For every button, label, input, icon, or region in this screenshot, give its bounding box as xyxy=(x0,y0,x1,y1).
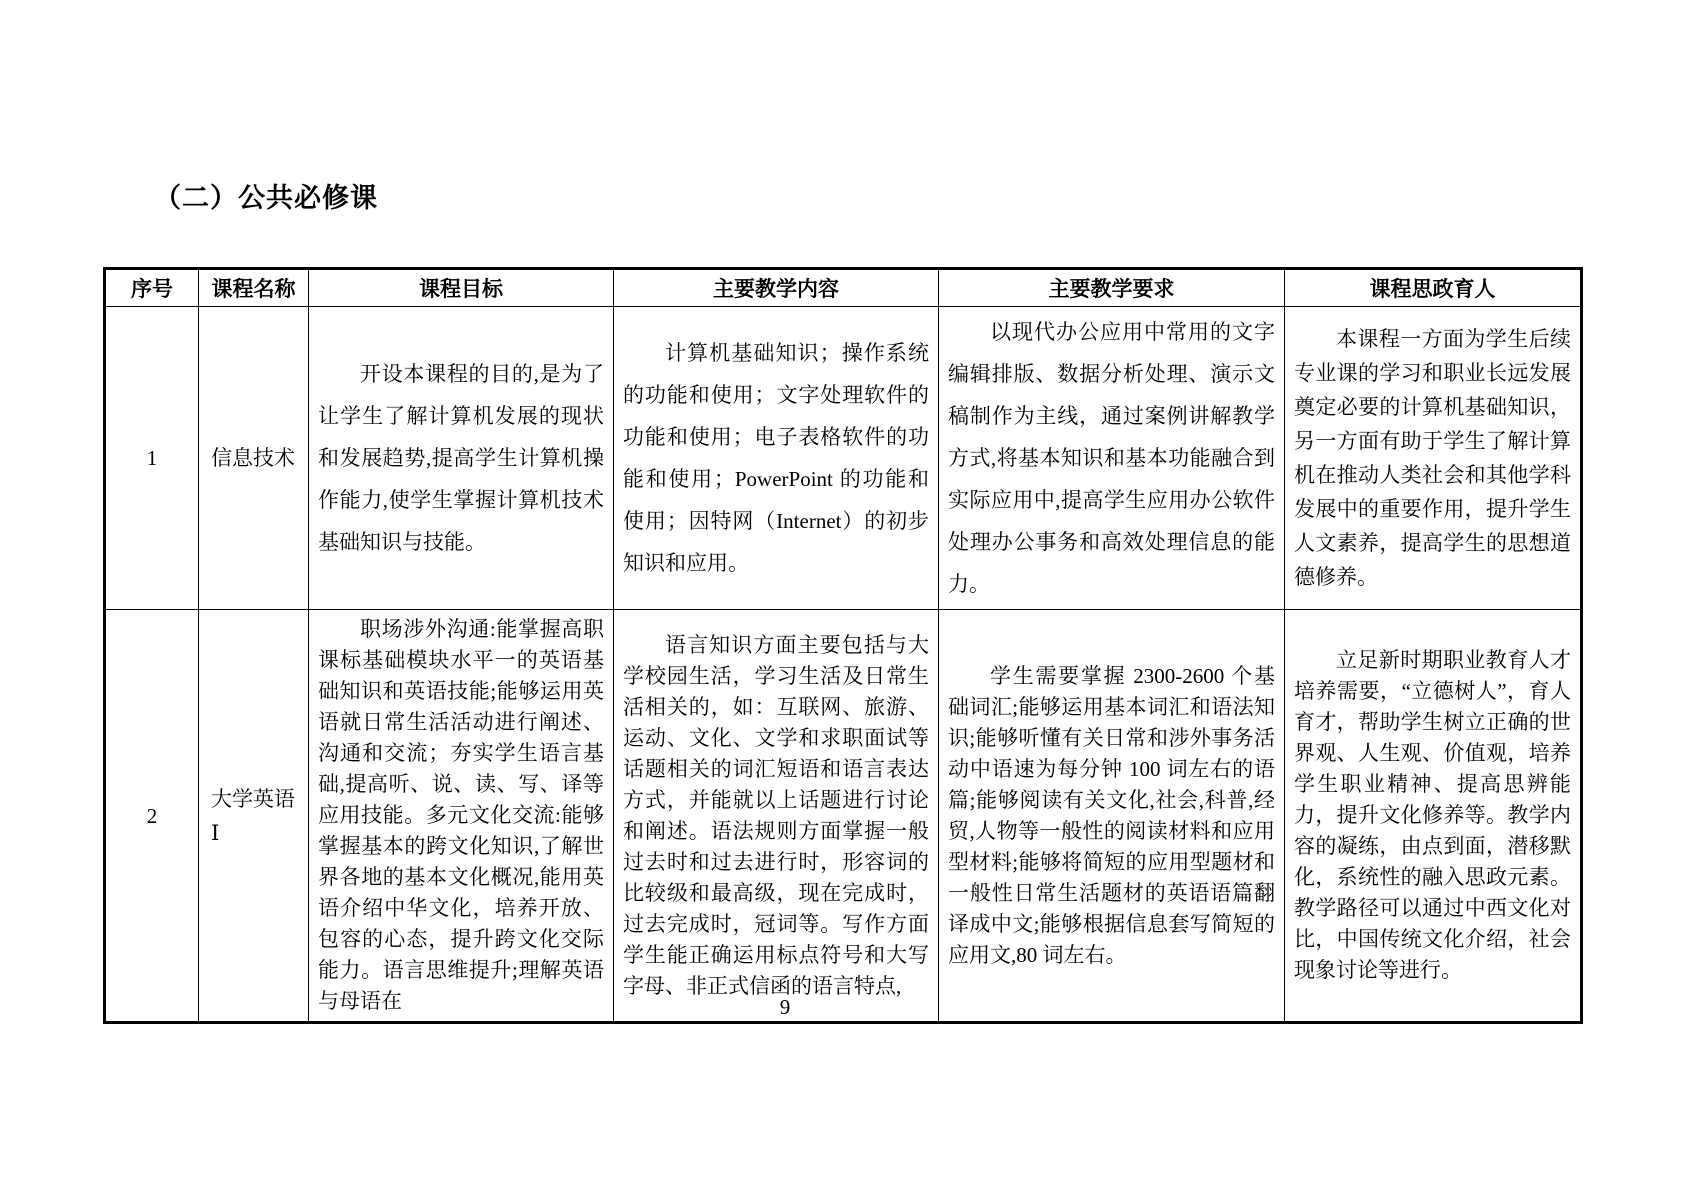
column-header-no: 序号 xyxy=(105,269,199,307)
cell-row2-teaching-content: 语言知识方面主要包括与大学校园生活，学习生活及日常生活相关的，如：互联网、旅游、运动、文化、文学和求职面试等话题相关的词汇短语和语言表达方式，并能就以上话题进行讨论和阐述。语法规则方面掌握一般过去时和过去进行时，形容词的比较级和最高级，现在完成时，过去完成时，冠词等。写作方面学生能正确运用标点符号和大写字母、非正式信函的语言特点, xyxy=(614,610,939,1023)
courses-table xyxy=(103,267,1583,1024)
column-header-ideology: 课程思政育人 xyxy=(1285,269,1582,307)
cell-row1-teaching-requirement: 以现代办公应用中常用的文字编辑排版、数据分析处理、演示文稿制作为主线，通过案例讲解教学方式,将基本知识和基本功能融合到实际应用中,提高学生应用办公软件处理办公事务和高效处理信息的能力。 xyxy=(939,307,1285,610)
column-header-teaching-requirement: 主要教学要求 xyxy=(939,269,1285,307)
column-header-teaching-content: 主要教学内容 xyxy=(614,269,939,307)
column-header-objective: 课程目标 xyxy=(309,269,614,307)
cell-row2-ideology: 立足新时期职业教育人才培养需要，“立德树人”，育人育才，帮助学生树立正确的世界观、人生观、价值观，培养学生职业精神、提高思辨能力，提升文化修养等。教学内容的凝练，由点到面，潜移默化，系统性的融入思政元素。教学路径可以通过中西文化对比，中国传统文化介绍，社会现象讨论等进行。 xyxy=(1285,610,1582,1023)
cell-row2-teaching-requirement: 学生需要掌握 2300-2600 个基础词汇;能够运用基本词汇和语法知识;能够听懂有关日常和涉外事务活动中语速为每分钟 100 词左右的语篇;能够阅读有关文化,社会,科普,经贸,人物等一般性的阅读材料和应用型材料;能够将简短的应用型题材和一般性日常生活题材的英语语篇翻译成中文;能够根据信息套写简短的应用文,80 词左右。 xyxy=(939,610,1285,1023)
cell-row2-objective: 职场涉外沟通:能掌握高职课标基础模块水平一的英语基础知识和英语技能;能够运用英语就日常生活活动进行阐述、沟通和交流；夯实学生语言基础,提高听、说、读、写、译等应用技能。多元文化交流:能够掌握基本的跨文化知识,了解世界各地的基本文化概况,能用英语介绍中华文化，培养开放、包容的心态，提升跨文化交际能力。语言思维提升;理解英语与母语在 xyxy=(309,610,614,1023)
cell-row2-no: 2 xyxy=(105,610,199,1023)
column-header-course-name: 课程名称 xyxy=(199,269,309,307)
section-title: （二）公共必修课 xyxy=(154,183,378,213)
cell-row1-ideology: 本课程一方面为学生后续专业课的学习和职业长远发展奠定必要的计算机基础知识，另一方面有助于学生了解计算机在推动人类社会和其他学科发展中的重要作用，提升学生人文素养，提高学生的思想道德修养。 xyxy=(1285,307,1582,610)
cell-row1-objective: 开设本课程的目的,是为了让学生了解计算机发展的现状和发展趋势,提高学生计算机操作能力,使学生掌握计算机技术基础知识与技能。 xyxy=(309,307,614,610)
cell-row1-no: 1 xyxy=(105,307,199,610)
table-row-1 xyxy=(105,307,1582,610)
page-number: 9 xyxy=(779,995,791,1019)
cell-row2-course-name: 大学英语 Ⅰ xyxy=(199,610,309,1023)
table-header-row xyxy=(105,269,1582,307)
cell-row1-course-name: 信息技术 xyxy=(199,307,309,610)
table-row-2 xyxy=(105,610,1582,1023)
cell-row1-teaching-content: 计算机基础知识；操作系统的功能和使用；文字处理软件的功能和使用；电子表格软件的功能和使用；PowerPoint 的功能和使用；因特网（Internet）的初步知识和应用。 xyxy=(614,307,939,610)
